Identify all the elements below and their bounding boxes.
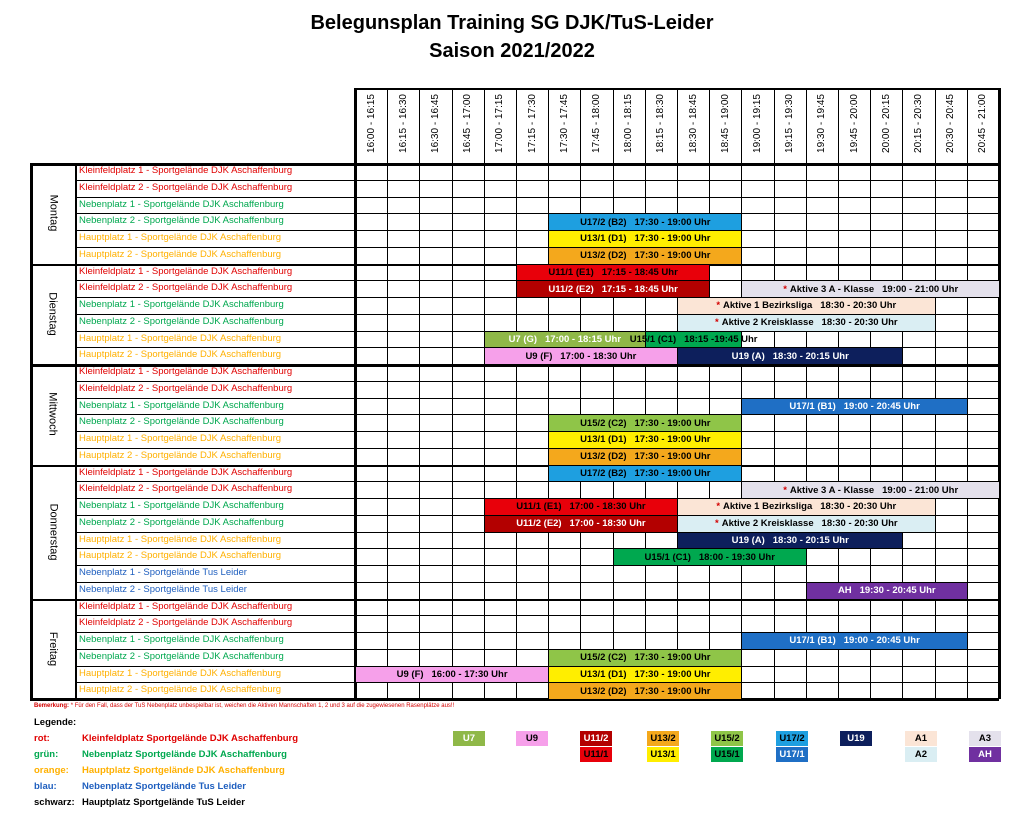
field-label: Kleinfeldplatz 1 - Sportgelände DJK Aschaffenburg — [79, 165, 293, 176]
time-header-label: 18:00 - 18:15 — [623, 94, 635, 153]
legend-key: rot: — [34, 733, 50, 744]
legend-key: orange: — [34, 765, 69, 776]
spacer — [627, 669, 635, 680]
legend-entry — [34, 765, 285, 776]
field-label: Kleinfeldplatz 1 - Sportgelände DJK Aschaffenburg — [79, 366, 293, 377]
legend-swatch: A3 — [969, 731, 1001, 746]
spacer — [676, 334, 684, 345]
training-booking — [485, 348, 677, 364]
time-header — [870, 88, 902, 159]
time-header-label: 19:30 - 19:45 — [816, 94, 828, 153]
field-label: Hauptplatz 2 - Sportgelände DJK Aschaffenburg — [79, 449, 282, 461]
field-label: Kleinfeldplatz 2 - Sportgelände DJK Aschaffenburg — [79, 181, 293, 193]
booking-time: 17:30 - 19:00 Uhr — [634, 685, 711, 697]
time-header — [806, 88, 838, 159]
field-label: Nebenplatz 2 - Sportgelände DJK Aschaffenburg — [79, 215, 284, 227]
booking-time: 17:30 - 19:00 Uhr — [634, 652, 711, 664]
remark-marker: * — [716, 501, 721, 513]
time-column-divider — [838, 88, 839, 699]
booking-time: 17:30 - 19:00 Uhr — [634, 467, 711, 479]
booking-time: 17:15 - 18:45 Uhr — [601, 283, 678, 295]
time-header-label: 20:00 - 20:15 — [880, 94, 892, 153]
field-label: Kleinfeldplatz 2 - Sportgelände DJK Aschaffenburg — [79, 617, 293, 629]
legend-swatch: AH — [969, 747, 1001, 762]
field-label: Kleinfeldplatz 1 - Sportgelände DJK Aschaffenburg — [79, 600, 293, 612]
training-booking — [549, 650, 741, 666]
time-column-divider — [387, 88, 388, 699]
booking-time: 18:15 -19:45 Uhr — [684, 333, 758, 345]
training-booking — [517, 281, 709, 297]
booking-team: Aktive 2 Kreisklasse — [721, 317, 814, 329]
booking-team: U9 (F) — [396, 668, 424, 680]
training-booking — [742, 399, 966, 415]
time-header-label: 20:30 - 20:45 — [945, 94, 957, 153]
booking-team: U11/1 (E1) — [548, 266, 594, 278]
spacer — [627, 217, 635, 228]
field-label: Hauptplatz 1 - Sportgelände DJK Aschaffenburg — [79, 533, 282, 545]
booking-team: Aktive 2 Kreisklasse — [721, 518, 814, 530]
booking-team: U11/2 (E2) — [516, 518, 562, 530]
row-divider — [76, 615, 999, 616]
booking-team: U17/2 (B2) — [580, 216, 627, 228]
time-column-divider — [774, 88, 775, 699]
time-header — [774, 88, 806, 159]
time-header-label: 18:45 - 19:00 — [719, 94, 731, 153]
field-label: Hauptplatz 2 - Sportgelände DJK Aschaffenburg — [79, 248, 282, 260]
training-booking — [678, 499, 935, 515]
spacer — [627, 233, 635, 244]
field-label: Kleinfeldplatz 2 - Sportgelände DJK Aschaffenburg — [79, 282, 293, 294]
day-divider — [30, 364, 999, 367]
legend-entry — [34, 781, 246, 792]
field-label: Nebenplatz 1 - Sportgelände DJK Aschaffenburg — [79, 500, 284, 511]
field-label: Kleinfeldplatz 2 - Sportgelände DJK Aschaffenburg — [79, 483, 293, 495]
time-header — [677, 88, 709, 159]
booking-time: 18:30 - 20:30 Uhr — [821, 518, 898, 530]
training-booking — [517, 265, 709, 281]
training-booking — [678, 516, 935, 532]
legend-key: blau: — [34, 781, 57, 792]
legend-swatch: U17/1 — [776, 747, 808, 762]
field-label: Nebenplatz 2 - Sportgelände DJK Aschaffenburg — [79, 315, 284, 327]
legend-swatch: A2 — [905, 747, 937, 762]
booking-time: 18:00 - 19:30 Uhr — [698, 551, 775, 563]
field-label: Hauptplatz 1 - Sportgelände DJK Aschaffenburg — [79, 667, 282, 679]
booking-time: 17:00 - 18:30 Uhr — [560, 350, 637, 362]
time-column-divider — [580, 88, 581, 699]
booking-team: U13/1 (D1) — [580, 434, 627, 446]
booking-time: 17:15 - 18:45 Uhr — [601, 266, 678, 278]
time-header — [516, 88, 548, 159]
training-booking — [678, 348, 902, 364]
time-header — [741, 88, 773, 159]
booking-time: 17:30 - 19:00 Uhr — [634, 668, 711, 680]
time-header — [838, 88, 870, 159]
time-header-label: 18:30 - 18:45 — [687, 94, 699, 153]
spacer — [814, 317, 822, 328]
booking-time: 17:30 - 19:00 Uhr — [634, 451, 711, 463]
field-label: Kleinfeldplatz 1 - Sportgelände DJK Aschaffenburg — [79, 265, 293, 277]
training-booking — [549, 248, 741, 264]
training-booking — [678, 315, 935, 331]
booking-team: U13/2 (D2) — [580, 250, 627, 262]
day-label — [30, 465, 76, 599]
time-header — [902, 88, 934, 159]
booking-time: 17:30 - 19:00 Uhr — [634, 417, 711, 429]
spacer — [594, 267, 602, 278]
row-divider — [76, 431, 999, 432]
booking-team: U13/2 (D2) — [580, 451, 627, 463]
training-booking — [485, 516, 677, 532]
remark-marker: * — [716, 300, 721, 312]
field-label: Hauptplatz 1 - Sportgelände DJK Aschaffenburg — [79, 433, 282, 444]
spacer — [765, 535, 773, 546]
booking-time: 18:30 - 20:30 Uhr — [820, 300, 897, 312]
booking-team: U9 (F) — [525, 350, 553, 362]
field-label: Nebenplatz 1 - Sportgelände DJK Aschaffenburg — [79, 299, 284, 310]
booking-team: U19 (A) — [731, 350, 765, 362]
day-divider — [30, 599, 999, 602]
spacer — [836, 401, 844, 412]
field-label: Kleinfeldplatz 2 - Sportgelände DJK Aschaffenburg — [79, 382, 293, 394]
legend-swatch: U11/2 — [580, 731, 612, 746]
remark-marker: * — [783, 283, 787, 295]
spacer — [594, 284, 602, 295]
training-booking — [678, 298, 935, 314]
legend-key: grün: — [34, 749, 59, 760]
time-header-label: 16:30 - 16:45 — [429, 94, 441, 153]
day-name: Dienstag — [46, 292, 59, 336]
spacer — [562, 518, 570, 529]
booking-time: 17:30 - 19:00 Uhr — [634, 216, 711, 228]
booking-team: Aktive 1 Bezirksliga — [723, 300, 813, 312]
booking-team: U13/1 (D1) — [580, 233, 627, 245]
training-booking — [549, 432, 741, 448]
booking-team: U17/2 (B2) — [580, 467, 627, 479]
time-column-divider — [516, 88, 517, 699]
spacer — [627, 652, 635, 663]
spacer — [814, 518, 822, 529]
time-column-divider — [548, 88, 549, 699]
field-label: Hauptplatz 1 - Sportgelände DJK Aschaffenburg — [79, 332, 282, 344]
training-booking — [356, 667, 548, 683]
field-label: Kleinfeldplatz 1 - Sportgelände DJK Aschaffenburg — [79, 466, 293, 478]
page-subtitle: Saison 2021/2022 — [429, 40, 595, 62]
booking-team: U17/1 (B1) — [789, 635, 836, 647]
field-label: Hauptplatz 1 - Sportgelände DJK Aschaffenburg — [79, 232, 282, 243]
legend-swatch: U13/2 — [647, 731, 679, 746]
legend-swatch: U13/1 — [647, 747, 679, 762]
time-header — [452, 88, 484, 159]
booking-time: 18:30 - 20:30 Uhr — [820, 501, 897, 513]
booking-time: 17:30 - 19:00 Uhr — [634, 434, 711, 446]
legend-text: Hauptplatz Sportgelände DJK Aschaffenburg — [82, 765, 285, 776]
booking-team: U15/1 (C1) — [644, 551, 691, 563]
row-divider — [76, 414, 999, 415]
field-label: Nebenplatz 1 - Sportgelände DJK Aschaffenburg — [79, 198, 284, 210]
field-label: Nebenplatz 1 - Sportgelände Tus Leider — [79, 567, 247, 578]
day-name: Montag — [46, 194, 59, 232]
booking-time: 19:00 - 20:45 Uhr — [843, 400, 920, 412]
spacer — [627, 451, 635, 462]
remark-marker: * — [783, 484, 787, 496]
spacer — [424, 669, 432, 680]
spacer — [627, 686, 635, 697]
page-title: Belegunsplan Training SG DJK/TuS-Leider — [310, 12, 714, 34]
time-column-divider — [645, 88, 646, 699]
time-column-divider — [613, 88, 614, 699]
legend-swatch: A1 — [905, 731, 937, 746]
time-header — [580, 88, 612, 159]
grid-bottom-border — [30, 698, 999, 701]
booking-team: Aktive 1 Bezirksliga — [723, 501, 813, 513]
training-booking — [549, 449, 741, 465]
spacer — [812, 300, 820, 311]
field-label: Hauptplatz 2 - Sportgelände DJK Aschaffenburg — [79, 684, 282, 696]
time-column-divider — [419, 88, 420, 699]
remark-marker: * — [715, 317, 719, 329]
row-divider — [76, 565, 999, 566]
day-label — [30, 364, 76, 465]
legend-text: Nebenplatz Sportgelände Tus Leider — [82, 781, 246, 792]
booking-team: U11/2 (E2) — [548, 283, 594, 295]
field-label: Hauptplatz 2 - Sportgelände DJK Aschaffenburg — [79, 349, 282, 361]
time-header — [548, 88, 580, 159]
grid-right-border — [998, 88, 1001, 699]
time-header-label: 17:45 - 18:00 — [590, 94, 602, 153]
legend-swatch: U11/1 — [580, 747, 612, 762]
training-booking — [549, 683, 741, 699]
legend-key: schwarz: — [34, 797, 75, 808]
grid-left-border — [30, 163, 33, 699]
row-divider — [76, 381, 999, 382]
day-column-border — [75, 163, 77, 699]
training-booking — [807, 583, 967, 599]
spacer — [562, 501, 570, 512]
booking-time: 16:00 - 17:30 Uhr — [431, 668, 508, 680]
legend-heading: Legende: — [34, 717, 77, 728]
time-header — [709, 88, 741, 159]
spacer — [627, 418, 635, 429]
spacer — [812, 501, 820, 512]
booking-team: U17/1 (B1) — [789, 400, 836, 412]
spacer — [836, 635, 844, 646]
booking-team: U19 (A) — [731, 534, 765, 546]
time-column-divider — [806, 88, 807, 699]
spacer — [627, 250, 635, 261]
field-label: Nebenplatz 2 - Sportgelände DJK Aschaffenburg — [79, 650, 284, 662]
training-booking — [485, 332, 645, 348]
legend-text: Hauptplatz Sportgelände TuS Leider — [82, 797, 245, 808]
time-header-label: 16:15 - 16:30 — [397, 94, 409, 153]
spacer — [691, 552, 699, 563]
time-header — [484, 88, 516, 159]
day-divider — [30, 163, 999, 166]
header-top-border — [355, 88, 999, 90]
grid-column-border — [354, 88, 357, 699]
training-booking — [549, 466, 741, 482]
booking-team: U15/2 (C2) — [580, 652, 627, 664]
booking-time: 17:00 - 18:30 Uhr — [569, 518, 646, 530]
time-header-label: 17:30 - 17:45 — [558, 94, 570, 153]
training-booking — [742, 482, 999, 498]
booking-time: 17:30 - 19:00 Uhr — [634, 250, 711, 262]
day-name: Mittwoch — [47, 392, 59, 436]
row-divider — [76, 213, 999, 214]
booking-time: 19:00 - 21:00 Uhr — [882, 283, 959, 295]
time-header-label: 20:15 - 20:30 — [912, 94, 924, 153]
row-divider — [76, 230, 999, 231]
row-divider — [76, 180, 999, 181]
row-divider — [76, 548, 999, 549]
booking-time: 19:00 - 20:45 Uhr — [843, 635, 920, 647]
booking-time: 17:30 - 19:00 Uhr — [634, 233, 711, 245]
day-label — [30, 264, 76, 365]
training-booking — [742, 281, 999, 297]
day-name: Freitag — [47, 631, 59, 666]
spacer — [874, 284, 882, 295]
day-label — [30, 599, 76, 700]
booking-team: U11/1 (E1) — [516, 501, 562, 513]
training-booking — [629, 332, 758, 348]
legend-swatch: U15/1 — [711, 747, 743, 762]
field-label: Nebenplatz 2 - Sportgelände Tus Leider — [79, 583, 247, 595]
spacer — [552, 351, 560, 362]
time-column-divider — [452, 88, 453, 699]
time-header — [967, 88, 999, 159]
legend-swatch: U7 — [453, 731, 485, 746]
field-label: Nebenplatz 2 - Sportgelände DJK Aschaffenburg — [79, 516, 284, 528]
time-header-label: 19:15 - 19:30 — [784, 94, 796, 153]
legend-swatch: U9 — [516, 731, 548, 746]
spacer — [627, 434, 635, 445]
training-booking — [549, 214, 741, 230]
spacer — [627, 468, 635, 479]
field-label: Nebenplatz 1 - Sportgelände DJK Aschaffenburg — [79, 634, 284, 645]
booking-team: U13/2 (D2) — [580, 685, 627, 697]
spacer — [537, 334, 545, 345]
time-header-label: 19:45 - 20:00 — [848, 94, 860, 153]
training-booking — [549, 231, 741, 247]
training-booking — [485, 499, 677, 515]
row-divider — [76, 247, 999, 248]
field-label: Hauptplatz 2 - Sportgelände DJK Aschaffenburg — [79, 550, 282, 562]
time-column-divider — [870, 88, 871, 699]
time-column-divider — [967, 88, 968, 699]
time-column-divider — [709, 88, 710, 699]
booking-time: 18:30 - 20:30 Uhr — [821, 317, 898, 329]
day-divider — [30, 465, 999, 468]
booking-team: U15/1 (C1) — [629, 333, 677, 345]
time-column-divider — [935, 88, 936, 699]
time-header — [355, 88, 387, 159]
training-booking — [549, 415, 741, 431]
booking-time: 17:00 - 18:30 Uhr — [569, 501, 646, 513]
time-column-divider — [741, 88, 742, 699]
legend-swatch: U19 — [840, 731, 872, 746]
day-label — [30, 163, 76, 264]
legend-entry — [34, 797, 245, 808]
time-header-label: 16:00 - 16:15 — [365, 94, 377, 153]
remark — [34, 703, 454, 709]
spacer — [874, 485, 882, 496]
remark-label: Bemerkung: — [34, 703, 70, 709]
spacer — [852, 585, 860, 596]
time-header-label: 18:15 - 18:30 — [655, 94, 667, 153]
remark-marker: * — [715, 518, 719, 530]
remark-text: * Für den Fall, dass der TuS Nebenplatz unbespielbar ist, weichen die Aktiven Mannschaften 1, 2 und 3 auf die zugewiesenen Rasenplätze aus!! — [70, 703, 455, 709]
legend-text: Kleinfeldplatz Sportgelände DJK Aschaffenburg — [82, 733, 299, 744]
booking-time: 18:30 - 20:15 Uhr — [772, 350, 849, 362]
time-column-divider — [484, 88, 485, 699]
booking-time: 18:30 - 20:15 Uhr — [772, 534, 849, 546]
row-divider — [76, 448, 999, 449]
row-divider — [76, 197, 999, 198]
spacer — [765, 351, 773, 362]
day-name: Donnerstag — [47, 503, 59, 560]
legend-entry — [34, 749, 287, 760]
booking-time: 17:00 - 18:15 Uhr — [544, 333, 622, 345]
training-booking — [549, 667, 741, 683]
time-header-label: 16:45 - 17:00 — [462, 94, 474, 153]
booking-team: U15/2 (C2) — [580, 417, 627, 429]
time-header-label: 19:00 - 19:15 — [751, 94, 763, 153]
booking-team: Aktive 3 A - Klasse — [789, 283, 875, 295]
field-label: Nebenplatz 1 - Sportgelände DJK Aschaffenburg — [79, 399, 284, 411]
training-booking — [678, 533, 902, 549]
legend-entry — [34, 733, 298, 744]
row-divider — [76, 682, 999, 683]
booking-team: Aktive 3 A - Klasse — [789, 484, 875, 496]
booking-team: U13/1 (D1) — [580, 668, 627, 680]
time-header — [935, 88, 967, 159]
time-column-divider — [902, 88, 903, 699]
legend-swatch: U17/2 — [776, 731, 808, 746]
legend-text: Nebenplatz Sportgelände DJK Aschaffenburg — [82, 749, 287, 760]
time-header — [387, 88, 419, 159]
booking-time: 19:00 - 21:00 Uhr — [882, 484, 959, 496]
booking-team: U7 (G) — [508, 333, 538, 345]
training-booking — [614, 549, 806, 565]
time-column-divider — [677, 88, 678, 699]
time-header — [613, 88, 645, 159]
time-header-label: 20:45 - 21:00 — [977, 94, 989, 153]
time-header — [419, 88, 451, 159]
time-header — [645, 88, 677, 159]
legend-swatch: U15/2 — [711, 731, 743, 746]
training-booking — [742, 633, 966, 649]
time-header-label: 17:00 - 17:15 — [494, 94, 506, 153]
row-divider — [76, 649, 999, 650]
booking-time: 19:30 - 20:45 Uhr — [859, 585, 936, 597]
day-divider — [30, 264, 999, 267]
booking-team: AH — [837, 585, 852, 597]
field-label: Nebenplatz 2 - Sportgelände DJK Aschaffenburg — [79, 416, 284, 428]
time-header-label: 17:15 - 17:30 — [526, 94, 538, 153]
